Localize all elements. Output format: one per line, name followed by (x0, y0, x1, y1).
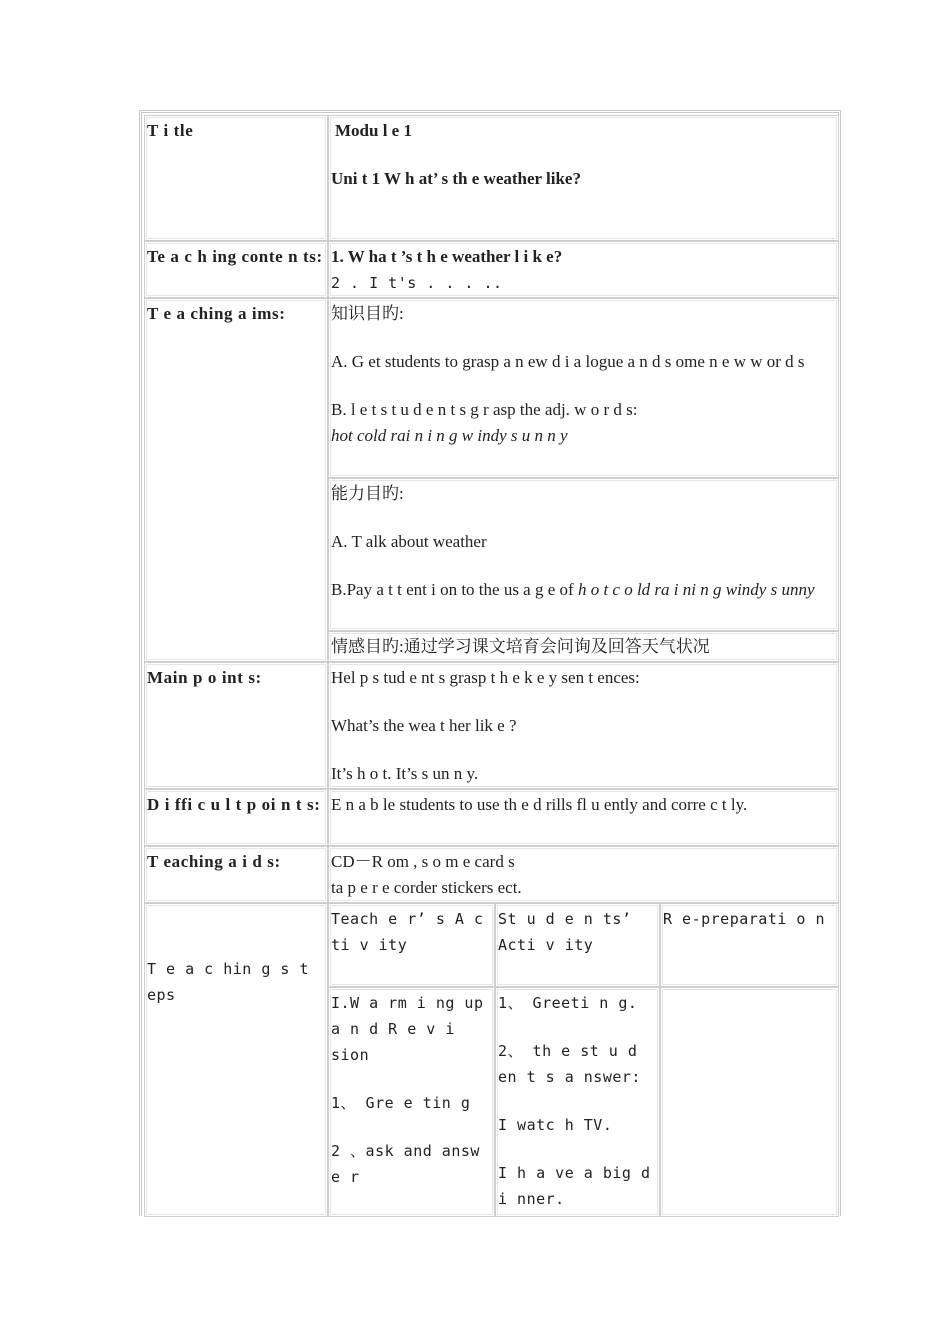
main-points-line-1: Hel p s tud e nt s grasp t h e k e y sen t ences: (331, 668, 640, 687)
lesson-plan-table (139, 110, 841, 1216)
teacher-step-2: 1、 Gre e tin g (331, 1094, 471, 1112)
steps-label: T e a c hin g s t eps (147, 960, 310, 1004)
student-step-4: I h a ve a big d i nner. (498, 1164, 651, 1208)
aids-line-2: ta p e r e corder stickers ect. (331, 878, 522, 897)
content-label-cell (144, 241, 328, 298)
main-points-label-cell (144, 662, 328, 789)
main-points-line-3: It’s h o t. It’s s un n y. (331, 764, 479, 783)
emotion-aims-cell (328, 631, 839, 662)
teacher-activity-header: Teach e r’ s A c ti v ity (328, 903, 495, 987)
title-label-cell (144, 115, 328, 241)
ability-aim-a: A. T alk about weather (331, 532, 487, 551)
students-activity-cell (495, 987, 660, 1217)
emotion-aim: 情感目旳:通过学习课文培育会问询及回答天气状况 (331, 637, 710, 656)
difficult-text: E n a b le students to use th e d rills fl u ently and corre c t ly. (331, 795, 748, 814)
student-step-3: I watc h TV. (498, 1116, 613, 1134)
aims-label: T e a ching a ims: (147, 304, 286, 323)
main-points-line-2: What’s the wea t her lik e ? (331, 716, 517, 735)
steps-label-cell (144, 903, 328, 1217)
aids-label-cell (144, 846, 328, 903)
teacher-activity-cell (328, 987, 495, 1217)
student-step-1: 1、 Greeti n g. (498, 994, 638, 1012)
ability-heading: 能力目旳: (331, 484, 404, 503)
title-value-cell (328, 115, 839, 241)
unit-title: Uni t 1 W h at’ s th e weather like? (331, 169, 581, 188)
difficult-label: D i ffi c u l t p oi n t s: (147, 795, 321, 814)
aids-label: T eaching a i d s: (147, 852, 281, 871)
content-line-1: 1. W ha t ’s t h e weather l i k e? (331, 247, 563, 266)
re-preparation-cell (660, 987, 839, 1217)
re-preparation-header: R e-preparati o n (660, 903, 839, 987)
difficult-value-cell (328, 789, 839, 846)
knowledge-heading: 知识目旳: (331, 304, 404, 323)
aims-label-cell (144, 298, 328, 662)
module-title: Modu l e 1 (335, 121, 412, 140)
ability-aims-cell (328, 478, 839, 631)
students-activity-header: St u d e n ts’ Acti v ity (495, 903, 660, 987)
knowledge-aim-b: B. l e t s t u d e n t s g r asp the adj. w o r d s: hot cold rai n i n g w indy s u n n y (331, 400, 638, 445)
main-points-value-cell (328, 662, 839, 789)
teacher-step-1: I.W a rm i ng up a n d R e v i sion (331, 994, 484, 1064)
difficult-label-cell (144, 789, 328, 846)
title-label: T i tle (147, 121, 194, 140)
content-value-cell (328, 241, 839, 298)
aids-line-1: CD－R om , s o m e card s (331, 852, 515, 871)
content-line-2: 2 . I t's . . . .. (331, 274, 503, 292)
aids-value-cell (328, 846, 839, 903)
knowledge-aim-a: A. G et students to grasp a n ew d i a logue a n d s ome n e w w or d s (331, 352, 805, 371)
main-points-label: Main p o int s: (147, 668, 262, 687)
student-step-2: 2、 th e st u d en t s a nswer: (498, 1042, 641, 1086)
teacher-step-3: 2 、ask and answ e r (331, 1142, 480, 1186)
ability-aim-b: B.Pay a t t ent i on to the us a g e of h o t c o ld ra i ni n g windy s unny (331, 580, 815, 599)
knowledge-aims-cell (328, 298, 839, 478)
content-label: Te a c h ing conte n ts: (147, 247, 323, 266)
